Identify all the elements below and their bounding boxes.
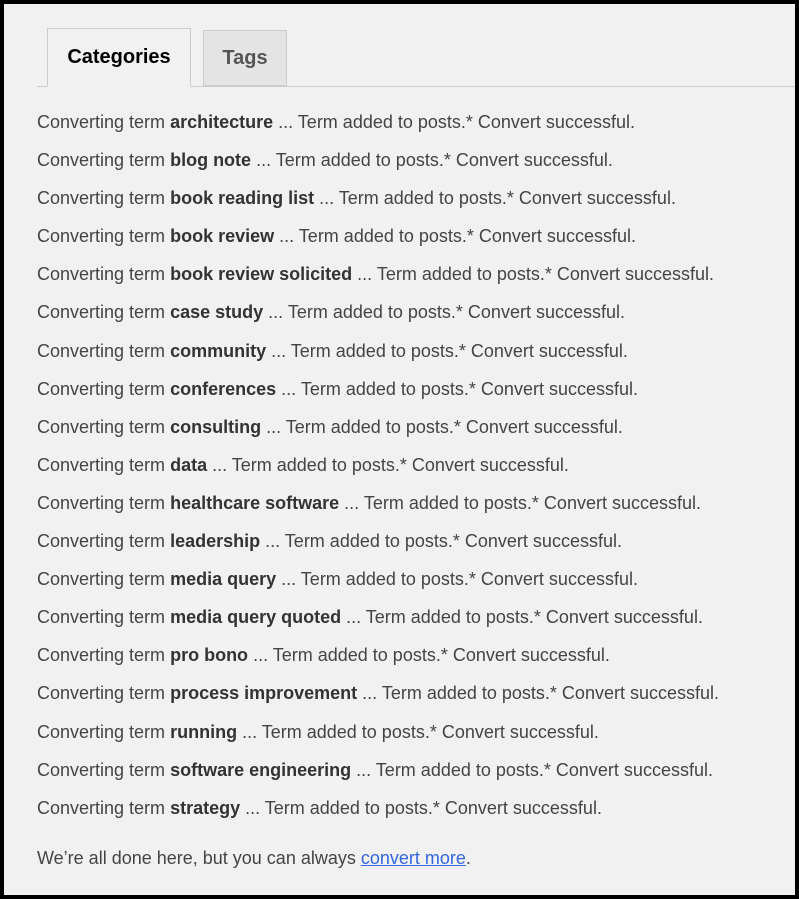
term-name: conferences <box>170 378 277 399</box>
term-name: book review <box>170 226 275 247</box>
term-name: consulting <box>170 416 262 437</box>
completion-text: We’re all done here, but you can always <box>37 848 361 868</box>
log-line <box>37 103 797 141</box>
log-prefix: Converting term <box>37 226 166 247</box>
term-name: healthcare software <box>170 492 340 513</box>
log-suffix: ... Term added to posts.* Convert successful. <box>357 683 719 704</box>
log-suffix: ... Term added to posts.* Convert successful. <box>251 150 613 171</box>
log-prefix: Converting term <box>37 150 166 171</box>
term-name: data <box>170 454 208 475</box>
term-name: community <box>170 340 267 361</box>
log-suffix: ... Term added to posts.* Convert successful. <box>276 569 638 590</box>
log-suffix: ... Term added to posts.* Convert successful. <box>351 759 713 780</box>
log-line <box>37 408 797 446</box>
log-suffix: ... Term added to posts.* Convert successful. <box>266 340 628 361</box>
tab-bar <box>37 28 795 87</box>
log-suffix: ... Term added to posts.* Convert successful. <box>261 416 623 437</box>
log-prefix: Converting term <box>37 721 166 742</box>
log-suffix: ... Term added to posts.* Convert successful. <box>273 112 635 132</box>
log-line <box>37 598 797 636</box>
tab-tags[interactable]: Tags <box>203 30 287 86</box>
term-name: book reading list <box>170 188 315 209</box>
log-line <box>37 370 797 408</box>
log-line <box>37 446 797 484</box>
term-name: media query quoted <box>170 607 342 628</box>
log-prefix: Converting term <box>37 797 166 818</box>
log-line <box>37 332 797 370</box>
log-prefix: Converting term <box>37 378 166 399</box>
log-suffix: ... Term added to posts.* Convert successful. <box>274 226 636 247</box>
log-prefix: Converting term <box>37 340 166 361</box>
log-prefix: Converting term <box>37 607 166 628</box>
log-line <box>37 255 797 293</box>
log-line <box>37 560 797 598</box>
log-suffix: ... Term added to posts.* Convert successful. <box>260 531 622 552</box>
log-suffix: ... Term added to posts.* Convert successful. <box>240 797 602 818</box>
log-suffix: ... Term added to posts.* Convert successful. <box>248 645 610 666</box>
log-line <box>37 789 797 827</box>
log-suffix: ... Term added to posts.* Convert successful. <box>352 264 714 285</box>
log-suffix: ... Term added to posts.* Convert successful. <box>339 492 701 513</box>
term-name: leadership <box>170 531 261 552</box>
term-name: running <box>170 721 238 742</box>
term-name: software engineering <box>170 759 352 780</box>
log-line <box>37 674 797 712</box>
log-line <box>37 484 797 522</box>
term-name: architecture <box>170 112 274 132</box>
completion-period: . <box>465 848 471 868</box>
log-line <box>37 713 797 751</box>
log-line <box>37 141 797 179</box>
log-suffix: ... Term added to posts.* Convert successful. <box>276 378 638 399</box>
conversion-log <box>37 103 797 827</box>
log-suffix: ... Term added to posts.* Convert successful. <box>341 607 703 628</box>
convert-more-link[interactable]: convert more <box>360 848 466 868</box>
log-prefix: Converting term <box>37 759 166 780</box>
tab-categories[interactable]: Categories <box>47 28 191 87</box>
term-name: book review solicited <box>170 264 353 285</box>
log-line <box>37 751 797 789</box>
log-prefix: Converting term <box>37 683 166 704</box>
log-prefix: Converting term <box>37 302 166 323</box>
log-suffix: ... Term added to posts.* Convert successful. <box>263 302 625 323</box>
log-line <box>37 636 797 674</box>
term-name: process improvement <box>170 683 358 704</box>
log-prefix: Converting term <box>37 531 166 552</box>
log-prefix: Converting term <box>37 569 166 590</box>
completion-message <box>37 843 471 873</box>
log-suffix: ... Term added to posts.* Convert successful. <box>314 188 676 209</box>
log-line <box>37 293 797 331</box>
log-prefix: Converting term <box>37 264 166 285</box>
log-prefix: Converting term <box>37 492 166 513</box>
log-prefix: Converting term <box>37 454 166 475</box>
log-prefix: Converting term <box>37 188 166 209</box>
log-line <box>37 179 797 217</box>
term-name: blog note <box>170 150 252 171</box>
term-name: media query <box>170 569 277 590</box>
log-line <box>37 522 797 560</box>
log-line <box>37 217 797 255</box>
log-prefix: Converting term <box>37 416 166 437</box>
term-name: pro bono <box>170 645 249 666</box>
log-suffix: ... Term added to posts.* Convert successful. <box>237 721 599 742</box>
term-name: strategy <box>170 797 241 818</box>
log-prefix: Converting term <box>37 645 166 666</box>
term-name: case study <box>170 302 264 323</box>
log-suffix: ... Term added to posts.* Convert successful. <box>207 454 569 475</box>
log-prefix: Converting term <box>37 112 166 132</box>
